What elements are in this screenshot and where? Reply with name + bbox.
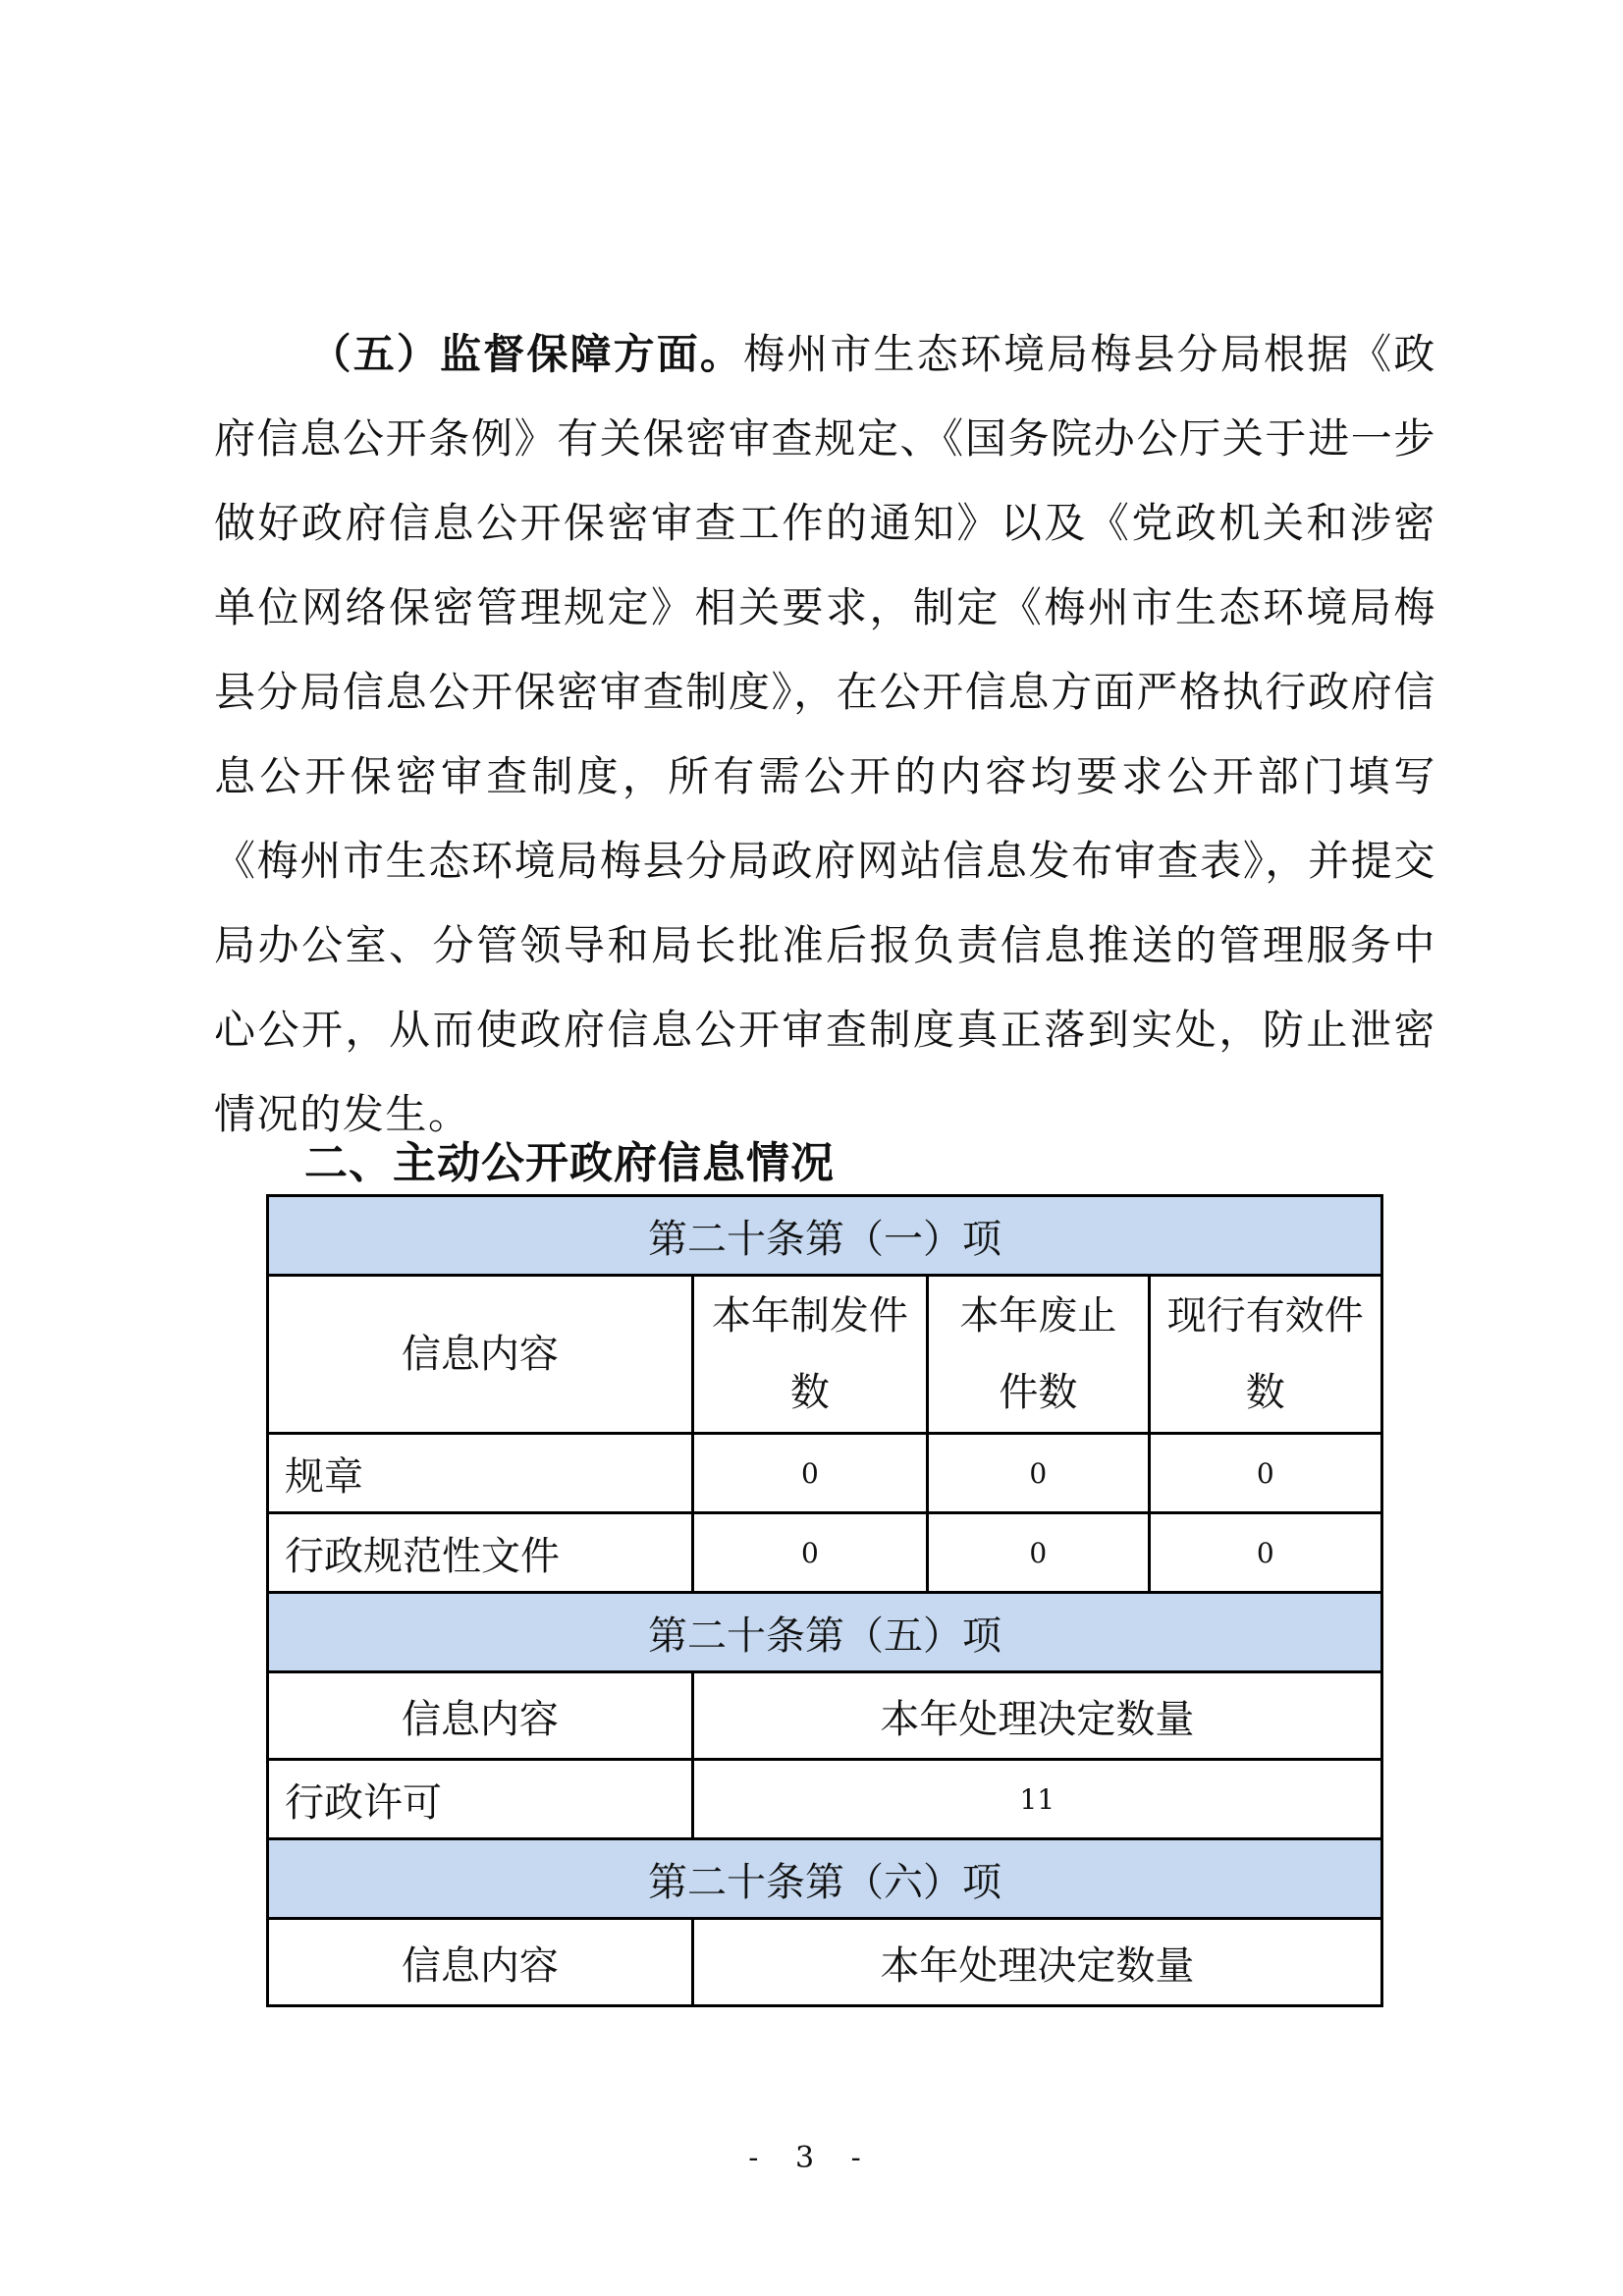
paragraph-heading: （五）监督保障方面。 <box>309 330 744 378</box>
header-abolished: 本年废止件数 <box>928 1276 1149 1434</box>
table-row <box>268 1760 1382 1839</box>
cell-issued: 0 <box>692 1513 927 1593</box>
paragraph-text: 梅州市生态环境局梅县分局根据《政府信息公开条例》有关保密审查规定、《国务院办公厅关于进一步做好政府信息公开保密审查工作的通知》以及《党政机关和涉密单位网络保密管理规定》相关要求，制定《梅州市生态环境局梅县分局信息公开保密审查制度》，在公开信息方面严格执行政府信息公开保密审查制度，所有需公开的内容均要求公开部门填写《梅州市生态环境局梅县分局政府网站信息发布审查表》，并提交局办公室、分管领导和局长批准后报负责信息推送的管理服务中心公开，从而使政府信息公开审查制度真正落到实处，防止泄密情况的发生。 <box>214 330 1436 1138</box>
header-decisions: 本年处理决定数量 <box>692 1672 1381 1760</box>
section5-title: 第二十条第（五）项 <box>268 1593 1382 1672</box>
table-row <box>268 1513 1382 1593</box>
section6-title: 第二十条第（六）项 <box>268 1839 1382 1919</box>
header-info-content: 信息内容 <box>268 1919 693 2006</box>
row-label: 规章 <box>268 1434 693 1513</box>
header-info-content: 信息内容 <box>268 1276 693 1434</box>
cell-valid: 0 <box>1149 1513 1381 1593</box>
section6-title-row <box>268 1839 1382 1919</box>
header-decisions: 本年处理决定数量 <box>692 1919 1381 2006</box>
page-number: - 3 - <box>748 2141 875 2175</box>
table-row <box>268 1434 1382 1513</box>
disclosure-table <box>266 1194 1383 2007</box>
section1-title: 第二十条第（一）项 <box>268 1196 1382 1276</box>
header-valid: 现行有效件数 <box>1149 1276 1381 1434</box>
cell-abolished: 0 <box>928 1513 1149 1593</box>
row-label: 行政许可 <box>268 1760 693 1839</box>
cell-decisions: 11 <box>692 1760 1381 1839</box>
row-label: 行政规范性文件 <box>268 1513 693 1593</box>
section6-header-row <box>268 1919 1382 2006</box>
section5-header-row <box>268 1672 1382 1760</box>
section-title: 二、主动公开政府信息情况 <box>304 1138 835 1188</box>
cell-issued: 0 <box>692 1434 927 1513</box>
section5-title-row <box>268 1593 1382 1672</box>
cell-abolished: 0 <box>928 1434 1149 1513</box>
supervision-paragraph <box>214 312 1436 1157</box>
header-issued: 本年制发件数 <box>692 1276 927 1434</box>
section1-header-row <box>268 1276 1382 1434</box>
cell-valid: 0 <box>1149 1434 1381 1513</box>
section1-title-row <box>268 1196 1382 1276</box>
header-info-content: 信息内容 <box>268 1672 693 1760</box>
